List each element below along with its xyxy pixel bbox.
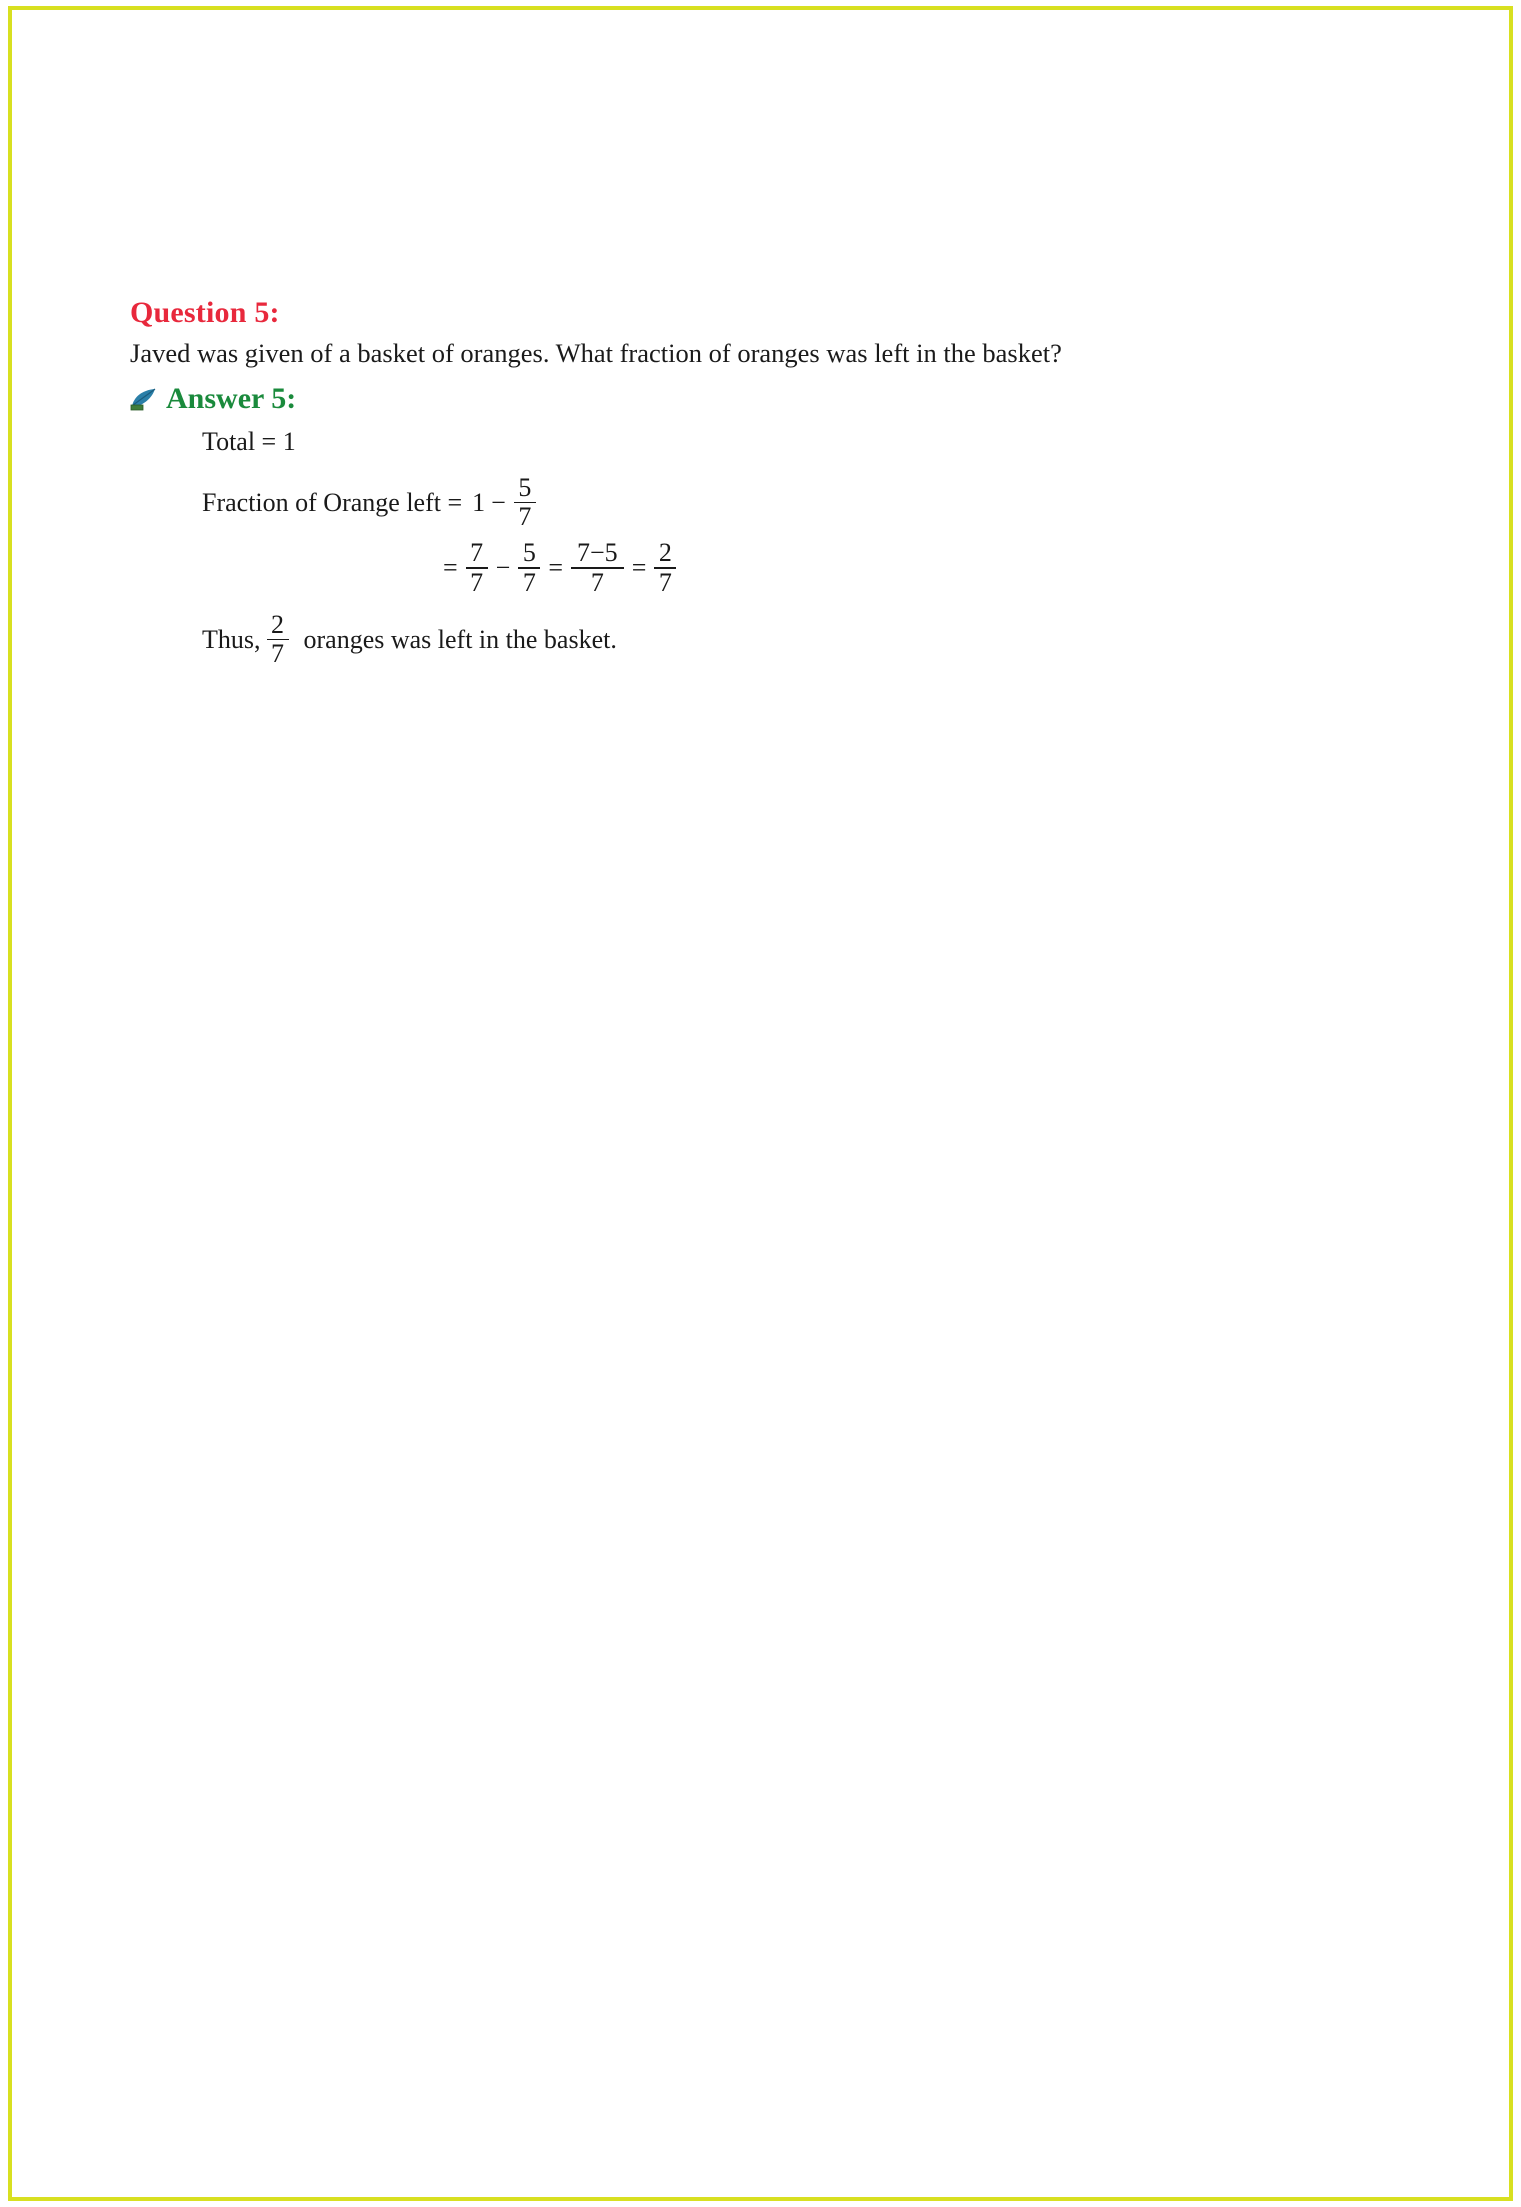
conclusion-prefix: Thus,: [202, 624, 261, 654]
step2-frac4-numerator: 2: [658, 538, 672, 568]
step2-equals-2: =: [548, 553, 564, 583]
step2-frac1-denominator: 7: [470, 567, 484, 597]
step2-fraction-3: [571, 540, 624, 596]
conclusion-denominator: 7: [271, 639, 284, 669]
step2-frac1-numerator: 7: [470, 538, 484, 568]
question-heading: Question 5:: [130, 296, 280, 329]
conclusion-line: [202, 609, 1410, 669]
question-text: Javed was given of a basket of oranges. What fraction of oranges was left in the basket?: [130, 338, 1062, 368]
step2-frac2-denominator: 7: [522, 567, 536, 597]
step2-frac2-numerator: 5: [522, 538, 536, 568]
step2-frac3-denominator: 7: [590, 567, 604, 597]
step2-frac4-denominator: 7: [658, 567, 672, 597]
step1-denominator: 7: [518, 502, 532, 532]
conclusion-numerator: 2: [271, 609, 284, 639]
step2-equals: =: [443, 553, 458, 583]
total-line: Total = 1: [202, 426, 296, 456]
step2-fraction-1: [466, 540, 488, 596]
conclusion-suffix: oranges was left in the basket.: [303, 624, 617, 654]
step1-whole: 1: [472, 487, 486, 517]
document-content: [130, 295, 1410, 667]
step2-minus: −: [495, 553, 511, 583]
step2-fraction-4: [654, 540, 676, 596]
answer-body: [202, 425, 1410, 668]
answer-heading-row: [130, 381, 1410, 417]
step1-row: [202, 472, 1410, 532]
step2-fraction-2: [518, 540, 540, 596]
step1-numerator: 5: [518, 472, 532, 502]
answer-heading: Answer 5:: [166, 381, 297, 415]
step2-frac3-numerator: 7−5: [577, 538, 618, 568]
conclusion-fraction: [267, 609, 289, 669]
step1-minus: −: [491, 487, 506, 517]
step2-row: [440, 540, 1410, 596]
step1-label: Fraction of Orange left =: [202, 487, 463, 517]
step2-equals-3: =: [631, 553, 647, 583]
step1-fraction: [514, 472, 536, 532]
pen-icon: [130, 387, 158, 411]
